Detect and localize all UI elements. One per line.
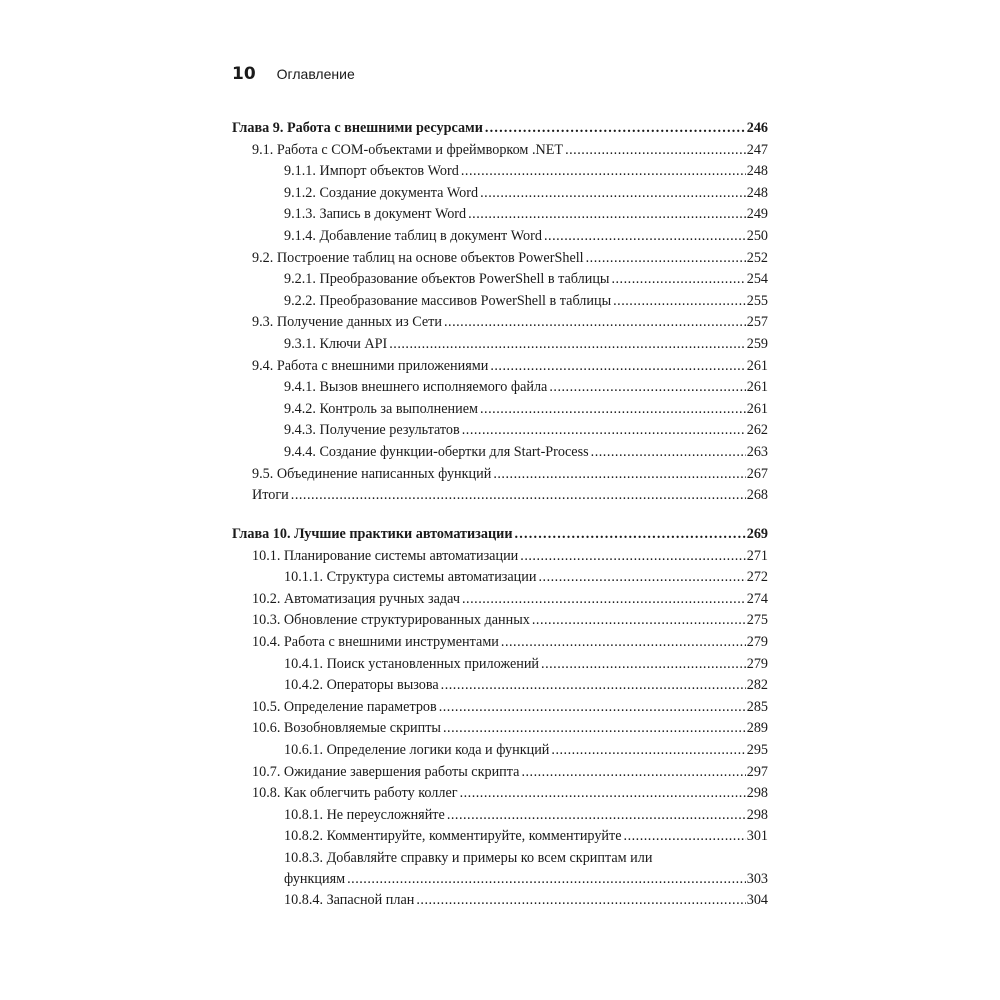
dot-leader <box>613 291 746 313</box>
toc-section <box>232 464 768 486</box>
toc-subsection <box>232 442 768 464</box>
dot-leader <box>501 632 746 654</box>
toc-section <box>232 248 768 270</box>
chapter-heading <box>232 118 768 140</box>
dot-leader <box>389 334 746 356</box>
toc-subsection <box>232 654 768 676</box>
dot-leader <box>447 805 746 827</box>
toc-subsection <box>232 161 768 183</box>
dot-leader <box>439 697 746 719</box>
toc-entry-label: 9.1.1. Импорт объектов Word <box>284 163 459 180</box>
toc-entry-page: 267 <box>746 465 768 482</box>
dot-leader <box>521 762 745 784</box>
toc-entry-label: 10.8.4. Запасной план <box>284 891 415 908</box>
toc-entry-label: 9.1.3. Запись в документ Word <box>284 206 467 223</box>
dot-leader <box>493 464 745 486</box>
toc-entry-page: 271 <box>746 547 768 564</box>
dot-leader <box>541 654 746 676</box>
toc-entry-label: 9.4.4. Создание функции-обертки для Start-Process <box>284 443 589 460</box>
toc-entry-page: 279 <box>746 655 768 672</box>
toc-entry-label: 10.8.3. Добавляйте справку и примеры ко всем скриптам или <box>284 849 653 866</box>
toc-entry-page: 259 <box>746 335 768 352</box>
toc-entry-page: 275 <box>746 612 768 629</box>
toc-subsection <box>232 848 768 890</box>
toc-entry-page: 285 <box>746 698 768 715</box>
toc-entry-page: 289 <box>746 720 768 737</box>
dot-leader <box>515 524 746 546</box>
dot-leader <box>443 718 746 740</box>
toc-entry-page: 268 <box>746 487 768 504</box>
toc-entry-label: 10.7. Ожидание завершения работы скрипта <box>252 763 520 780</box>
toc-entry-label: 9.3. Получение данных из Сети <box>252 314 442 331</box>
toc-subsection <box>232 567 768 589</box>
toc-entry-label: 10.3. Обновление структурированных данных <box>252 612 530 629</box>
toc-entry-label: 9.2.2. Преобразование массивов PowerShell в таблицы <box>284 292 612 309</box>
toc-entry-label: Глава 10. Лучшие практики автоматизации <box>232 526 513 542</box>
toc-entry-label: 9.4.2. Контроль за выполнением <box>284 400 478 417</box>
dot-leader <box>549 377 745 399</box>
dot-leader <box>468 204 746 226</box>
dot-leader <box>485 118 746 140</box>
dot-leader <box>565 140 746 162</box>
chapter-10 <box>232 524 768 912</box>
dot-leader <box>460 783 746 805</box>
toc-section <box>232 783 768 805</box>
dot-leader <box>416 890 745 912</box>
toc-entry-page: 249 <box>746 206 768 223</box>
dot-leader <box>532 610 746 632</box>
dot-leader <box>591 442 746 464</box>
dot-leader <box>444 312 746 334</box>
toc-subsection <box>232 420 768 442</box>
toc-entry-continuation <box>284 869 768 890</box>
dot-leader <box>624 826 746 848</box>
toc-entry-page: 257 <box>746 314 768 331</box>
toc-entry-page: 248 <box>746 163 768 180</box>
toc-subsection <box>232 826 768 848</box>
toc-entry-page: 269 <box>746 526 768 542</box>
page-number: 10 <box>232 64 256 84</box>
toc-section <box>232 140 768 162</box>
toc-entry-label: Глава 9. Работа с внешними ресурсами <box>232 120 483 136</box>
toc-entry-page: 250 <box>746 227 768 244</box>
toc-section <box>232 610 768 632</box>
toc-entry-label: 10.8.2. Комментируйте, комментируйте, комментируйте <box>284 828 622 845</box>
toc-entry-page: 246 <box>746 120 768 136</box>
toc-entry-page: 254 <box>746 271 768 288</box>
toc-entry-label: 9.4.3. Получение результатов <box>284 422 460 439</box>
toc-entry-label: 10.4.2. Операторы вызова <box>284 677 439 694</box>
toc-section <box>232 718 768 740</box>
toc-entry-label: 10.1. Планирование системы автоматизации <box>252 547 519 564</box>
toc-entry-page: 297 <box>746 763 768 780</box>
toc-entry-page: 303 <box>746 870 768 887</box>
running-head-title: Оглавление <box>276 66 355 82</box>
toc-entry-label: 9.1.4. Добавление таблиц в документ Word <box>284 227 542 244</box>
dot-leader <box>544 226 746 248</box>
toc-section <box>232 632 768 654</box>
toc-entry-label: 10.1.1. Структура системы автоматизации <box>284 569 537 586</box>
toc-subsection <box>232 377 768 399</box>
toc-section <box>232 485 768 507</box>
toc-entry-label: 10.8. Как облегчить работу коллег <box>252 785 458 802</box>
toc-entry-label-continuation: функциям <box>284 870 346 887</box>
toc-entry-page: 298 <box>746 785 768 802</box>
toc-entry-label: 9.1.2. Создание документа Word <box>284 184 479 201</box>
running-head <box>232 64 355 88</box>
toc-subsection <box>232 675 768 697</box>
toc-entry-label: 10.6. Возобновляемые скрипты <box>252 720 441 737</box>
toc-entry-page: 301 <box>746 828 768 845</box>
toc-entry-page: 262 <box>746 422 768 439</box>
toc-entry-label: 10.8.1. Не переусложняйте <box>284 806 445 823</box>
toc-section <box>232 312 768 334</box>
toc-subsection <box>232 291 768 313</box>
dot-leader <box>538 567 745 589</box>
toc-subsection <box>232 269 768 291</box>
dot-leader <box>520 546 745 568</box>
toc-entry-page: 261 <box>746 379 768 396</box>
toc-subsection <box>232 805 768 827</box>
toc-section <box>232 697 768 719</box>
toc-entry-page: 282 <box>746 677 768 694</box>
toc-entry-page: 263 <box>746 443 768 460</box>
toc-section <box>232 762 768 784</box>
toc-subsection <box>232 226 768 248</box>
toc-entry-page: 295 <box>746 741 768 758</box>
toc-subsection <box>232 890 768 912</box>
toc-section <box>232 589 768 611</box>
toc-entry-label: 10.6.1. Определение логики кода и функций <box>284 741 550 758</box>
toc-entry-label: 9.2.1. Преобразование объектов PowerShell в таблицы <box>284 271 610 288</box>
chapter-9 <box>232 118 768 507</box>
toc-entry-page: 248 <box>746 184 768 201</box>
toc-subsection <box>232 399 768 421</box>
toc-entry-page: 272 <box>746 569 768 586</box>
dot-leader <box>480 399 746 421</box>
toc-entry-page: 304 <box>746 891 768 908</box>
toc-section <box>232 356 768 378</box>
dot-leader <box>441 675 746 697</box>
dot-leader <box>347 869 746 890</box>
toc-entry-label: 10.2. Автоматизация ручных задач <box>252 590 460 607</box>
toc-entry-page: 279 <box>746 633 768 650</box>
chapter-heading <box>232 524 768 546</box>
dot-leader <box>291 485 746 507</box>
toc-subsection <box>232 204 768 226</box>
toc-subsection <box>232 183 768 205</box>
toc-entry-page: 274 <box>746 590 768 607</box>
toc-entry-page: 261 <box>746 400 768 417</box>
dot-leader <box>611 269 745 291</box>
toc-entry-label: 10.4.1. Поиск установленных приложений <box>284 655 540 672</box>
toc-entry-label: 9.4. Работа с внешними приложениями <box>252 357 489 374</box>
toc-section <box>232 546 768 568</box>
toc-entry-page: 252 <box>746 249 768 266</box>
dot-leader <box>490 356 745 378</box>
toc-entry-page: 247 <box>746 141 768 158</box>
toc-entry-label: 9.5. Объединение написанных функций <box>252 465 492 482</box>
dot-leader <box>551 740 745 762</box>
toc-entry-page: 261 <box>746 357 768 374</box>
toc-subsection <box>232 740 768 762</box>
toc-entry-label: Итоги <box>252 487 289 504</box>
dot-leader <box>462 589 746 611</box>
toc-entry-label: 9.3.1. Ключи API <box>284 335 388 352</box>
dot-leader <box>461 161 746 183</box>
toc-entry-label: 10.5. Определение параметров <box>252 698 437 715</box>
dot-leader <box>480 183 746 205</box>
toc-entry-label: 9.4.1. Вызов внешнего исполняемого файла <box>284 379 548 396</box>
toc-entry-label: 9.2. Построение таблиц на основе объектов PowerShell <box>252 249 584 266</box>
toc-entry-page: 255 <box>746 292 768 309</box>
toc-subsection <box>232 334 768 356</box>
dot-leader <box>586 248 746 270</box>
dot-leader <box>462 420 746 442</box>
toc-entry-label: 10.4. Работа с внешними инструментами <box>252 633 499 650</box>
toc-entry-label: 9.1. Работа с COM-объектами и фреймворком .NET <box>252 141 564 158</box>
toc-entry-page: 298 <box>746 806 768 823</box>
